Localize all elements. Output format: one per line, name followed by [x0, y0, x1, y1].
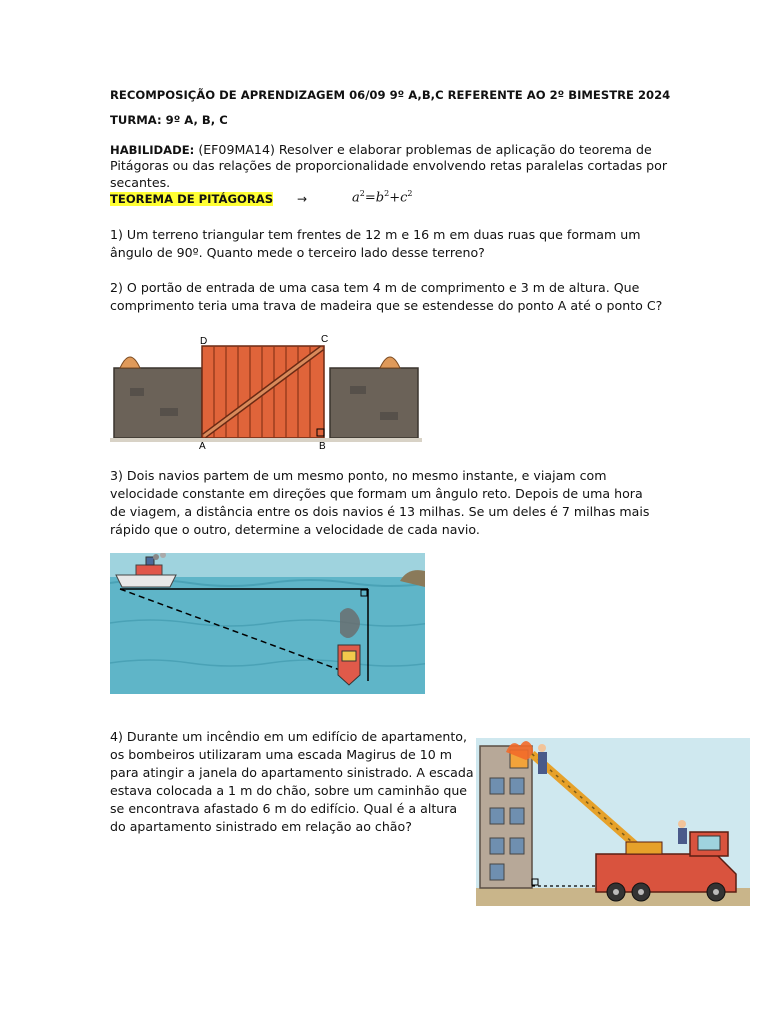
question-3-line-2: velocidade constante em direções que formam um ângulo reto. Depois de uma hora [110, 486, 643, 501]
skill-line-3: secantes. [110, 175, 171, 190]
page-title: RECOMPOSIÇÃO DE APRENDIZAGEM 06/09 9º A,B,C REFERENTE AO 2º BIMESTRE 2024 [110, 88, 671, 102]
gate-label-b: B [319, 441, 326, 452]
fire-ladder-illustration [476, 738, 750, 906]
skill-text-1: (EF09MA14) Resolver e elaborar problemas de aplicação do teorema de [194, 142, 652, 157]
formula-eq: = [364, 190, 376, 206]
question-4-line-6: do apartamento sinistrado em relação ao chão? [110, 819, 412, 834]
gate-label-a: A [199, 441, 206, 452]
theorem-label [110, 191, 273, 209]
skill-line-2: Pitágoras ou das relações de proporcionalidade envolvendo retas paralelas cortadas por [110, 158, 668, 173]
theorem-highlight: TEOREMA DE PITÁGORAS [110, 192, 274, 206]
arrow-icon: → [297, 192, 308, 206]
question-3-line-3: de viagem, a distância entre os dois navios é 13 milhas. Se um deles é 7 milhas mais [110, 504, 650, 519]
question-2-line-1: 2) O portão de entrada de uma casa tem 4 m de comprimento e 3 m de altura. Que [110, 280, 640, 295]
ships-illustration [110, 553, 425, 694]
gate-illustration [110, 328, 422, 452]
question-1-line-1: 1) Um terreno triangular tem frentes de 12 m e 16 m em duas ruas que formam um [110, 227, 641, 242]
class-line: TURMA: 9º A, B, C [110, 113, 228, 127]
question-3-line-4: rápido que o outro, determine a velocidade de cada navio. [110, 522, 480, 537]
skill-label: HABILIDADE: [110, 143, 195, 157]
question-4-line-2: os bombeiros utilizaram uma escada Magirus de 10 m [110, 747, 453, 762]
gate-label-c: C [321, 334, 329, 345]
question-1-line-2: ângulo de 90º. Quanto mede o terceiro lado desse terreno? [110, 245, 485, 260]
formula-c: c [400, 190, 408, 206]
gate-label-d: D [200, 336, 208, 347]
question-4-line-5: se encontrava afastado 6 m do edifício. Qual é a altura [110, 801, 458, 816]
question-3-line-1: 3) Dois navios partem de um mesmo ponto, no mesmo instante, e viajam com [110, 468, 607, 483]
formula-b: b [375, 190, 385, 206]
formula-exp-c: 2 [407, 189, 413, 198]
formula-exp-a: 2 [359, 189, 365, 198]
formula-a: a [352, 190, 360, 206]
question-2-line-2: comprimento teria uma trava de madeira que se estendesse do ponto A até o ponto C? [110, 298, 663, 313]
question-4-line-4: estava colocada a 1 m do chão, sobre um caminhão que [110, 783, 468, 798]
formula-exp-b: 2 [384, 189, 390, 198]
pythagoras-formula [352, 189, 412, 205]
question-4-line-1: 4) Durante um incêndio em um edifício de apartamento, [110, 729, 467, 744]
formula-plus: + [389, 190, 401, 206]
question-4-line-3: para atingir a janela do apartamento sinistrado. A escada [110, 765, 474, 780]
